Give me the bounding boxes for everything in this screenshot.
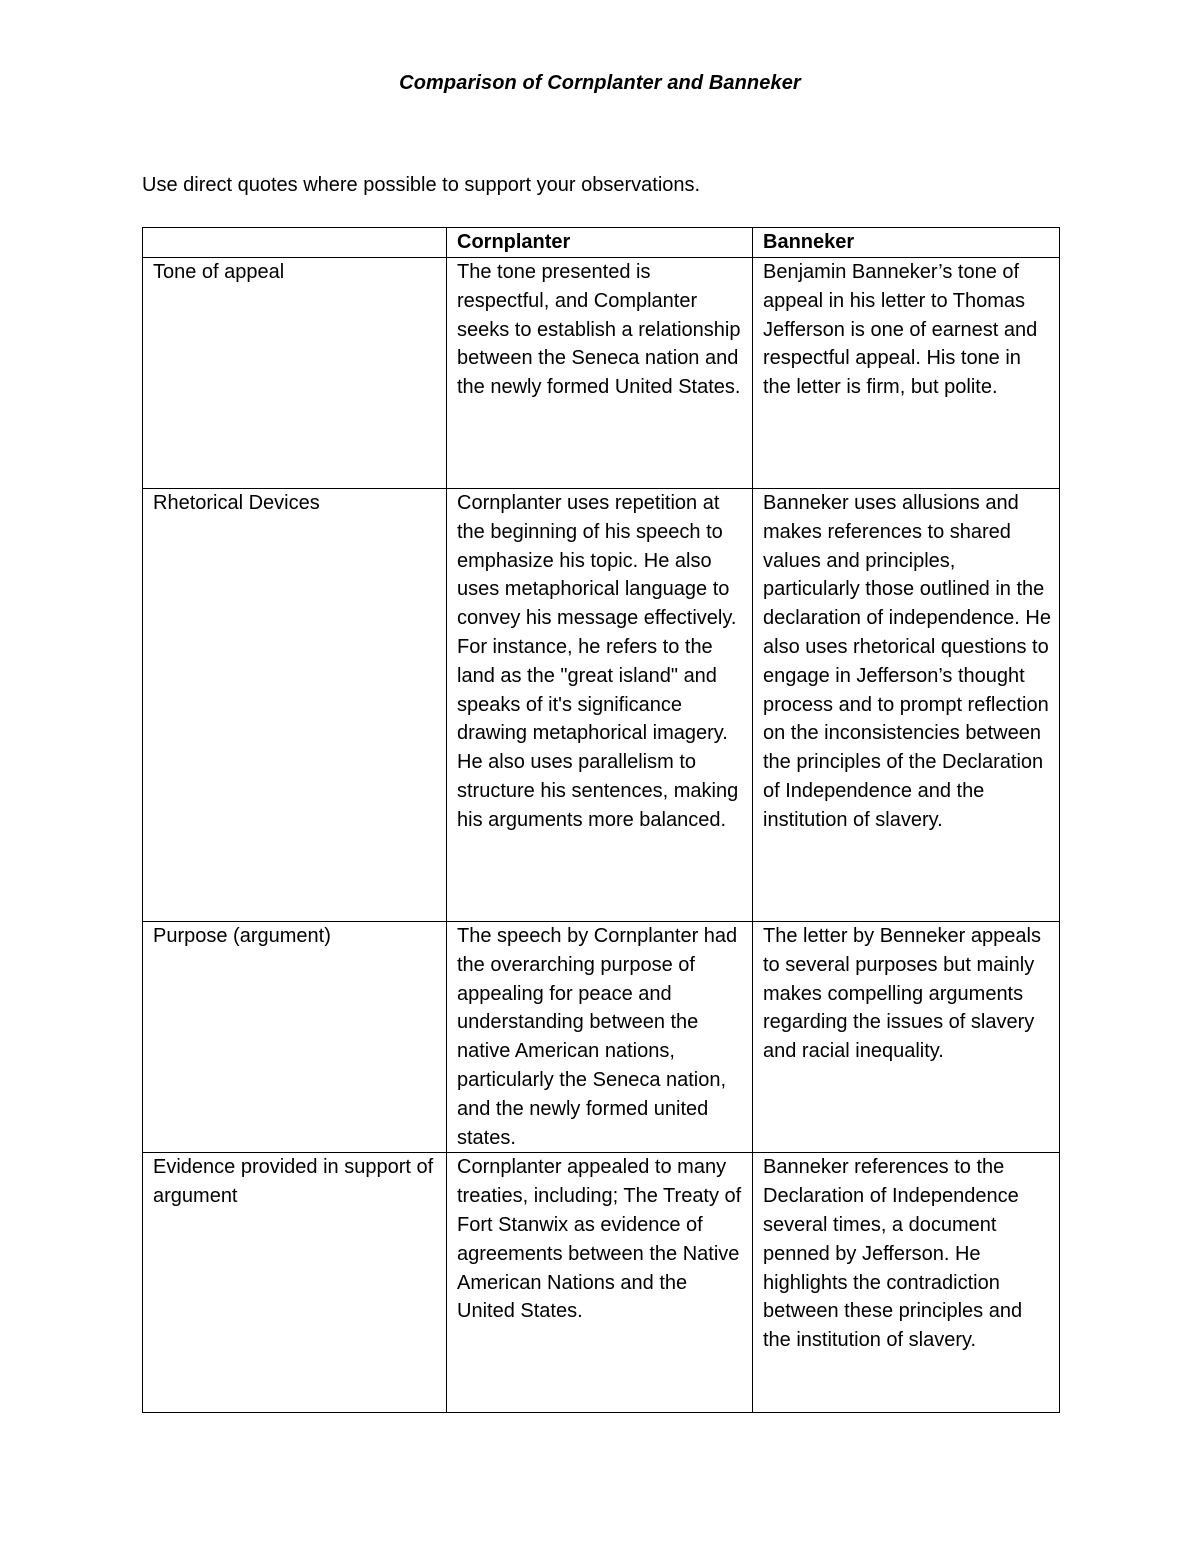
row-label-tone: Tone of appeal: [143, 258, 447, 489]
header-cell-banneker: Banneker: [753, 228, 1060, 258]
table-row: [143, 1153, 1060, 1413]
comparison-table: [142, 227, 1060, 1413]
cell-cornplanter-rhetorical-devices: Cornplanter uses repetition at the beginning of his speech to emphasize his topic. He also uses metaphorical language to convey his message effectively. For instance, he refers to the land as the "great island" and speaks of it's significance drawing metaphorical imagery. He also uses parallelism to structure his sentences, making his arguments more balanced.: [447, 489, 753, 922]
cell-banneker-rhetorical-devices: Banneker uses allusions and makes references to shared values and principles, particularly those outlined in the declaration of independence. He also uses rhetorical questions to engage in Jefferson’s thought process and to prompt reflection on the inconsistencies between the principles of the Declaration of Independence and the institution of slavery.: [753, 489, 1060, 922]
cell-cornplanter-purpose: The speech by Cornplanter had the overarching purpose of appealing for peace and understanding between the native American nations, particularly the Seneca nation, and the newly formed united states.: [447, 922, 753, 1153]
table-header-row: [143, 228, 1060, 258]
document-title: Comparison of Cornplanter and Banneker: [399, 72, 801, 94]
header-cell-cornplanter: Cornplanter: [447, 228, 753, 258]
cell-banneker-evidence: Banneker references to the Declaration of Independence several times, a document penned by Jefferson. He highlights the contradiction between these principles and the institution of slavery.: [753, 1153, 1060, 1413]
cell-cornplanter-tone: The tone presented is respectful, and Complanter seeks to establish a relationship between the Seneca nation and the newly formed United States.: [447, 258, 753, 489]
cell-cornplanter-evidence: Cornplanter appealed to many treaties, including; The Treaty of Fort Stanwix as evidence of agreements between the Native American Nations and the United States.: [447, 1153, 753, 1413]
instruction-text: Use direct quotes where possible to support your observations.: [142, 174, 701, 196]
row-label-rhetorical-devices: Rhetorical Devices: [143, 489, 447, 922]
table-row: [143, 922, 1060, 1153]
cell-banneker-tone: Benjamin Banneker’s tone of appeal in his letter to Thomas Jefferson is one of earnest and respectful appeal. His tone in the letter is firm, but polite.: [753, 258, 1060, 489]
table-row: [143, 258, 1060, 489]
table-row: [143, 489, 1060, 922]
cell-banneker-purpose: The letter by Benneker appeals to several purposes but mainly makes compelling arguments regarding the issues of slavery and racial inequality.: [753, 922, 1060, 1153]
row-label-purpose: Purpose (argument): [143, 922, 447, 1153]
header-cell-criteria: [143, 228, 447, 258]
row-label-evidence: Evidence provided in support of argument: [143, 1153, 447, 1413]
